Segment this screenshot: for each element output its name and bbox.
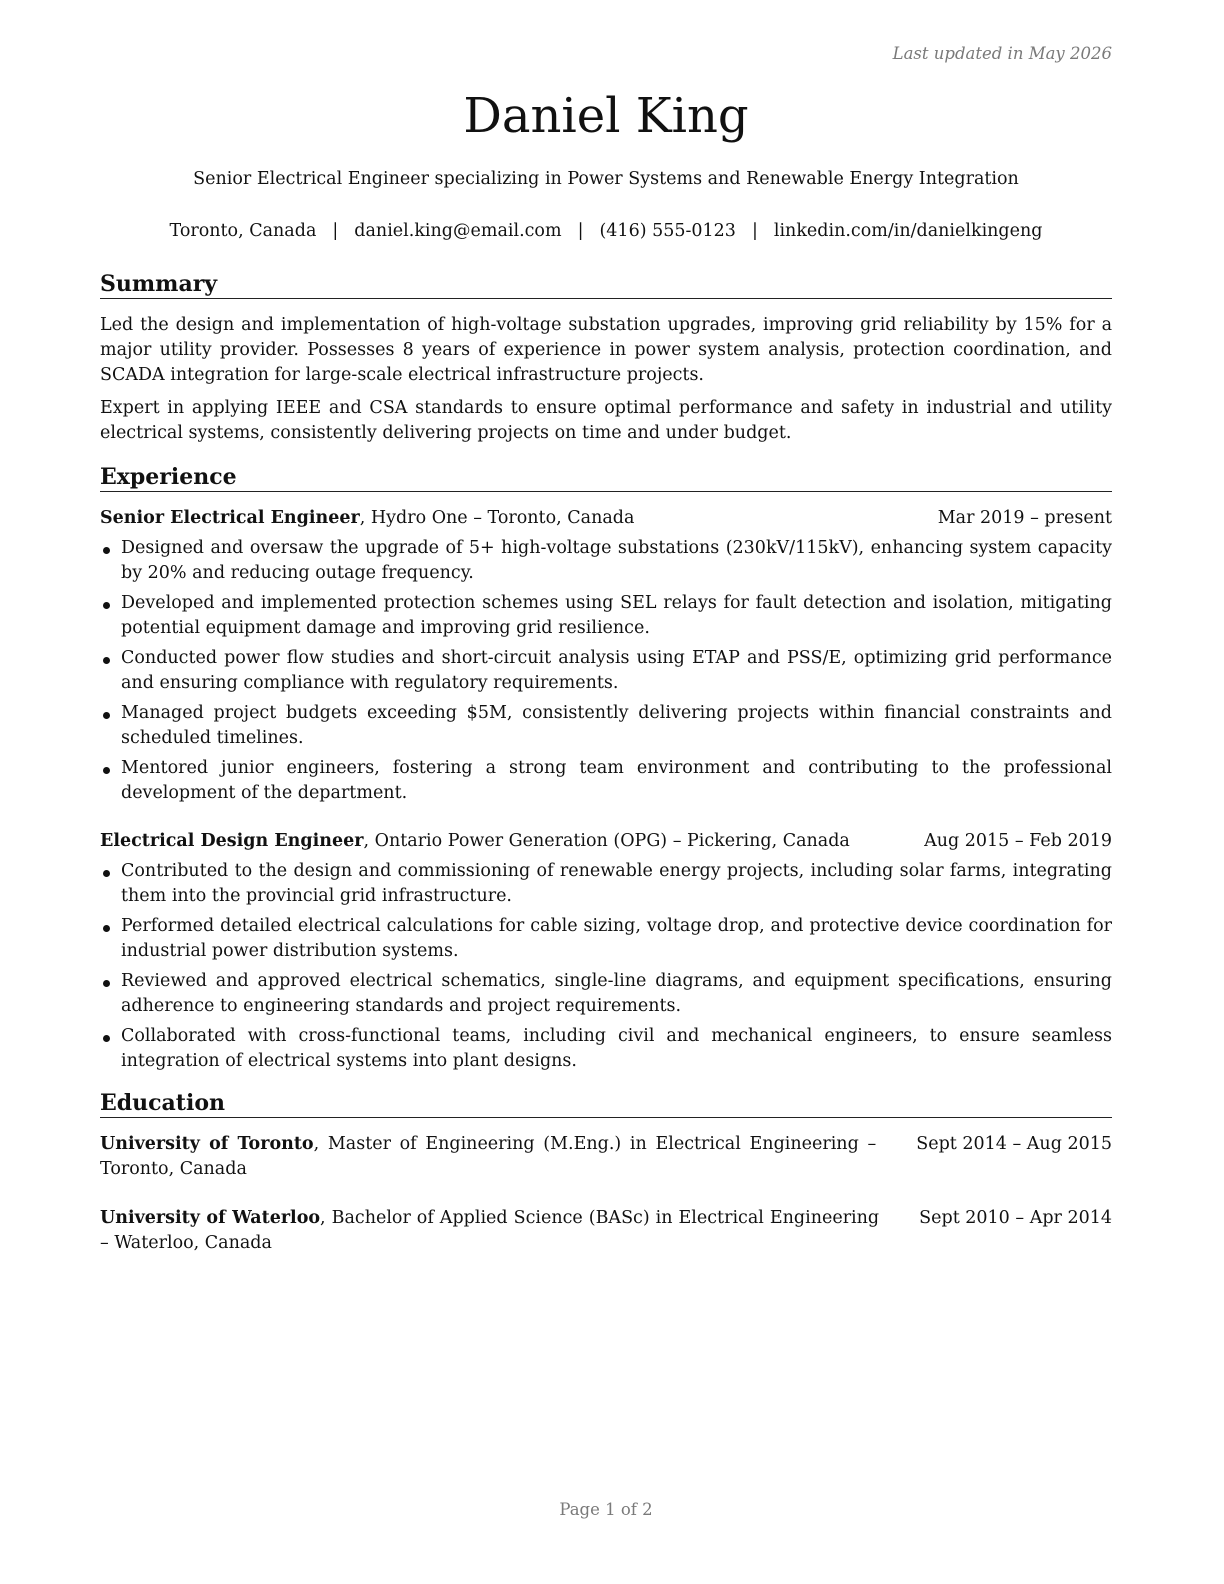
contact-separator: | — [332, 221, 339, 241]
bullet-dot-icon — [103, 925, 110, 932]
last-updated-note: Last updated in May 2026 — [892, 44, 1112, 63]
bullet-dot-icon — [103, 712, 110, 719]
candidate-tagline: Senior Electrical Engineer specializing in Power Systems and Renewable Energy Integration — [193, 169, 1019, 189]
job-header — [100, 829, 1112, 854]
contact-phone[interactable]: (416) 555-0123 — [599, 221, 736, 241]
job-bullet: Mentored junior engineers, fostering a strong team environment and contributing to the professional development of the department. — [100, 756, 1112, 806]
bullet-dot-icon — [103, 602, 110, 609]
education-entry — [100, 1206, 1112, 1256]
school-dates: Sept 2014 – Aug 2015 — [916, 1134, 1112, 1154]
page-number: Page 1 of 2 — [559, 1500, 653, 1519]
job-dates: Mar 2019 – present — [937, 508, 1112, 528]
job-bullet: Reviewed and approved electrical schematics, single-line diagrams, and equipment specifications, ensuring adherence to engineering standards and project requirements. — [100, 969, 1112, 1019]
contact-separator: | — [577, 221, 584, 241]
job-role: Electrical Design Engineer — [100, 831, 364, 851]
job-role: Senior Electrical Engineer — [100, 508, 360, 528]
bullet-dot-icon — [103, 767, 110, 774]
education-entry — [100, 1132, 1112, 1182]
resume-page — [100, 0, 1112, 1584]
summary-section — [100, 270, 1112, 446]
section-title-summary: Summary — [100, 270, 1112, 299]
school-name: University of Toronto — [100, 1134, 314, 1154]
job-entry — [100, 829, 1112, 1074]
job-dates: Aug 2015 – Feb 2019 — [924, 831, 1112, 851]
contact-location: Toronto, Canada — [169, 221, 317, 241]
job-org: , Ontario Power Generation (OPG) – Pickering, Canada — [363, 831, 850, 851]
job-bullets — [100, 536, 1112, 806]
contact-email[interactable]: daniel.king@email.com — [354, 221, 562, 241]
section-title-education: Education — [100, 1089, 1112, 1118]
summary-paragraph: Led the design and implementation of high-voltage substation upgrades, improving grid reliability by 15% for a major utility provider. Possesses 8 years of experience in power system analysis, protection coordination, and SCADA integration for large-scale electrical infrastructure projects. — [100, 315, 1112, 385]
job-entry — [100, 506, 1112, 806]
bullet-dot-icon — [103, 547, 110, 554]
school-dates: Sept 2010 – Apr 2014 — [919, 1208, 1112, 1228]
contact-separator: | — [751, 221, 758, 241]
job-org: , Hydro One – Toronto, Canada — [359, 508, 635, 528]
job-bullet: Performed detailed electrical calculations for cable sizing, voltage drop, and protective device coordination for industrial power distribution systems. — [100, 914, 1112, 964]
job-bullet: Designed and oversaw the upgrade of 5+ high-voltage substations (230kV/115kV), enhancing system capacity by 20% and reducing outage frequency. — [100, 536, 1112, 586]
contact-line — [100, 219, 1112, 243]
job-bullet: Conducted power flow studies and short-circuit analysis using ETAP and PSS/E, optimizing grid performance and ensuring compliance with regulatory requirements. — [100, 646, 1112, 696]
job-bullet: Collaborated with cross-functional teams, including civil and mechanical engineers, to ensure seamless integration of electrical systems into plant designs. — [100, 1024, 1112, 1074]
summary-paragraph: Expert in applying IEEE and CSA standards to ensure optimal performance and safety in industrial and utility electrical systems, consistently delivering projects on time and under budget. — [100, 398, 1112, 443]
bullet-dot-icon — [103, 980, 110, 987]
section-title-experience: Experience — [100, 463, 1112, 492]
job-header — [100, 506, 1112, 531]
school-detail: , Master of Engineering (M.Eng.) in Electrical Engineering – Toronto, Canada — [100, 1134, 877, 1179]
education-section — [100, 1089, 1112, 1256]
school-detail: , Bachelor of Applied Science (BASc) in Electrical Engineering – Waterloo, Canada — [100, 1208, 880, 1253]
experience-section — [100, 463, 1112, 1074]
job-bullets — [100, 859, 1112, 1074]
bullet-dot-icon — [103, 870, 110, 877]
job-bullet: Developed and implemented protection schemes using SEL relays for fault detection and isolation, mitigating potential equipment damage and improving grid resilience. — [100, 591, 1112, 641]
school-name: University of Waterloo — [100, 1208, 321, 1228]
job-bullet: Contributed to the design and commissioning of renewable energy projects, including solar farms, integrating them into the provincial grid infrastructure. — [100, 859, 1112, 909]
job-bullet: Managed project budgets exceeding $5M, consistently delivering projects within financial constraints and scheduled timelines. — [100, 701, 1112, 751]
bullet-dot-icon — [103, 1035, 110, 1042]
bullet-dot-icon — [103, 657, 110, 664]
contact-linkedin[interactable]: linkedin.com/in/danielkingeng — [773, 221, 1043, 241]
candidate-name: Daniel King — [463, 88, 749, 144]
